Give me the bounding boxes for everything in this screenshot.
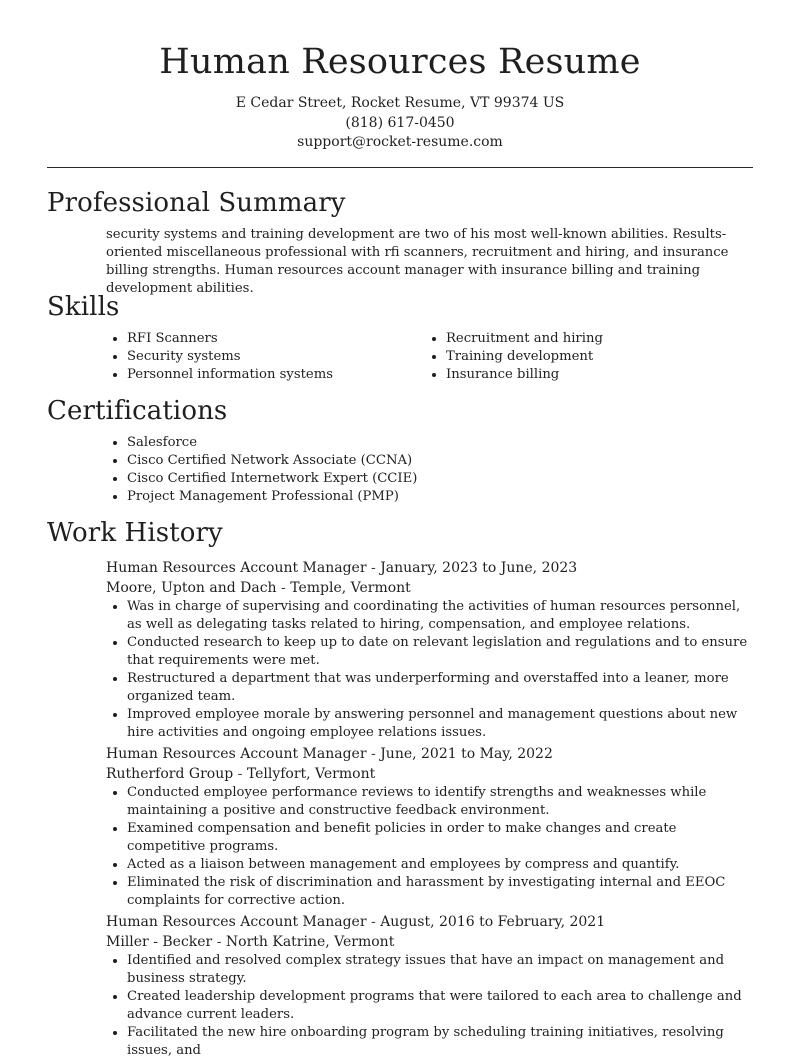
- summary-heading: Professional Summary: [47, 188, 346, 218]
- separator: -: [366, 746, 381, 762]
- skill-item: • RFI Scanners: [127, 330, 406, 348]
- separator: -: [212, 934, 226, 950]
- job-company: Miller - Becker: [106, 934, 213, 950]
- job-bullet: • Created leadership development programs that were tailored to each area to challenge and advance current leaders.: [127, 988, 756, 1024]
- job-company: Rutherford Group: [106, 766, 234, 782]
- summary-text: security systems and training development are two of his most well-known abilities. Results-oriented miscellaneous professional with rfi scanners, recruitment and hiring, and insurance billing strengths. Human resources account manager with insurance billing and training development abilities.: [106, 227, 729, 296]
- contact-phone: (818) 617-0450: [345, 114, 455, 131]
- job-company-line: [106, 932, 756, 952]
- job-bullet-list: [106, 952, 756, 1060]
- certification-item: • Project Management Professional (PMP): [127, 488, 746, 506]
- job-bullet: • Examined compensation and benefit policies in order to make changes and create competitive programs.: [127, 820, 756, 856]
- contact-block: [0, 94, 800, 153]
- contact-address: E Cedar Street, Rocket Resume, VT 99374 US: [235, 95, 565, 111]
- job-entry: [106, 558, 756, 742]
- job-bullet: • Conducted employee performance reviews to identify strengths and weaknesses while maintaining a positive and constructive feedback environment.: [127, 784, 756, 820]
- skill-item: • Security systems: [127, 348, 406, 366]
- job-title: Human Resources Account Manager: [106, 914, 367, 930]
- job-company-line: [106, 764, 756, 784]
- resume-header: [0, 40, 800, 153]
- skill-item: • Insurance billing: [446, 366, 745, 384]
- job-location: Tellyfort, Vermont: [246, 766, 376, 782]
- job-bullet: • Identified and resolved complex strategy issues that have an impact on management and business strategy.: [127, 952, 756, 988]
- skills-column-right: [425, 330, 745, 384]
- job-title: Human Resources Account Manager: [106, 560, 367, 576]
- job-bullet-list: [106, 784, 756, 910]
- job-bullet: • Facilitated the new hire onboarding program by scheduling training initiatives, resolving issues, and: [127, 1024, 756, 1060]
- job-dates: January, 2023 to June, 2023: [380, 560, 578, 576]
- job-title-line: [106, 744, 756, 764]
- job-dates: June, 2021 to May, 2022: [380, 746, 553, 762]
- job-location: Temple, Vermont: [290, 580, 411, 596]
- job-location: North Katrine, Vermont: [225, 934, 395, 950]
- job-bullet: • Conducted research to keep up to date on relevant legislation and regulations and to ensure that requirements were met.: [127, 634, 756, 670]
- separator: -: [233, 766, 247, 782]
- job-bullet: • Improved employee morale by answering personnel and management questions about new hire activities and ongoing employee relations issues.: [127, 706, 756, 742]
- job-bullet: • Was in charge of supervising and coordinating the activities of human resources personnel, as well as delegating tasks related to hiring, compensation, and employee relations.: [127, 598, 756, 634]
- job-bullet-list: [106, 598, 756, 742]
- certification-item: • Cisco Certified Network Associate (CCNA): [127, 452, 746, 470]
- skill-item: • Training development: [446, 348, 745, 366]
- job-company: Moore, Upton and Dach: [106, 580, 277, 596]
- skill-item: • Personnel information systems: [127, 366, 406, 384]
- skills-column-left: [106, 330, 406, 384]
- skill-item: • Recruitment and hiring: [446, 330, 745, 348]
- job-entry: [106, 744, 756, 910]
- job-title: Human Resources Account Manager: [106, 746, 367, 762]
- separator: -: [276, 580, 291, 596]
- resume-name: Human Resources Resume: [159, 42, 641, 82]
- job-bullet: • Restructured a department that was underperforming and overstaffed into a leaner, more organized team.: [127, 670, 756, 706]
- job-bullet: • Eliminated the risk of discrimination and harassment by investigating internal and EEOC complaints for corrective action.: [127, 874, 756, 910]
- certification-item: • Salesforce: [127, 434, 746, 452]
- certifications-heading: Certifications: [47, 396, 228, 426]
- separator: -: [366, 560, 381, 576]
- job-company-line: [106, 578, 756, 598]
- certifications-list: [106, 434, 746, 506]
- certification-item: • Cisco Certified Internetwork Expert (CCIE): [127, 470, 746, 488]
- job-title-line: [106, 558, 756, 578]
- separator: -: [366, 914, 381, 930]
- contact-email: support@rocket-resume.com: [297, 134, 503, 150]
- job-entry: [106, 912, 756, 1060]
- job-title-line: [106, 912, 756, 932]
- skills-heading: Skills: [47, 292, 120, 322]
- header-divider: [47, 167, 753, 168]
- job-bullet: • Acted as a liaison between management and employees by compress and quantify.: [127, 856, 756, 874]
- work-history-heading: Work History: [47, 518, 223, 548]
- job-dates: August, 2016 to February, 2021: [380, 914, 606, 930]
